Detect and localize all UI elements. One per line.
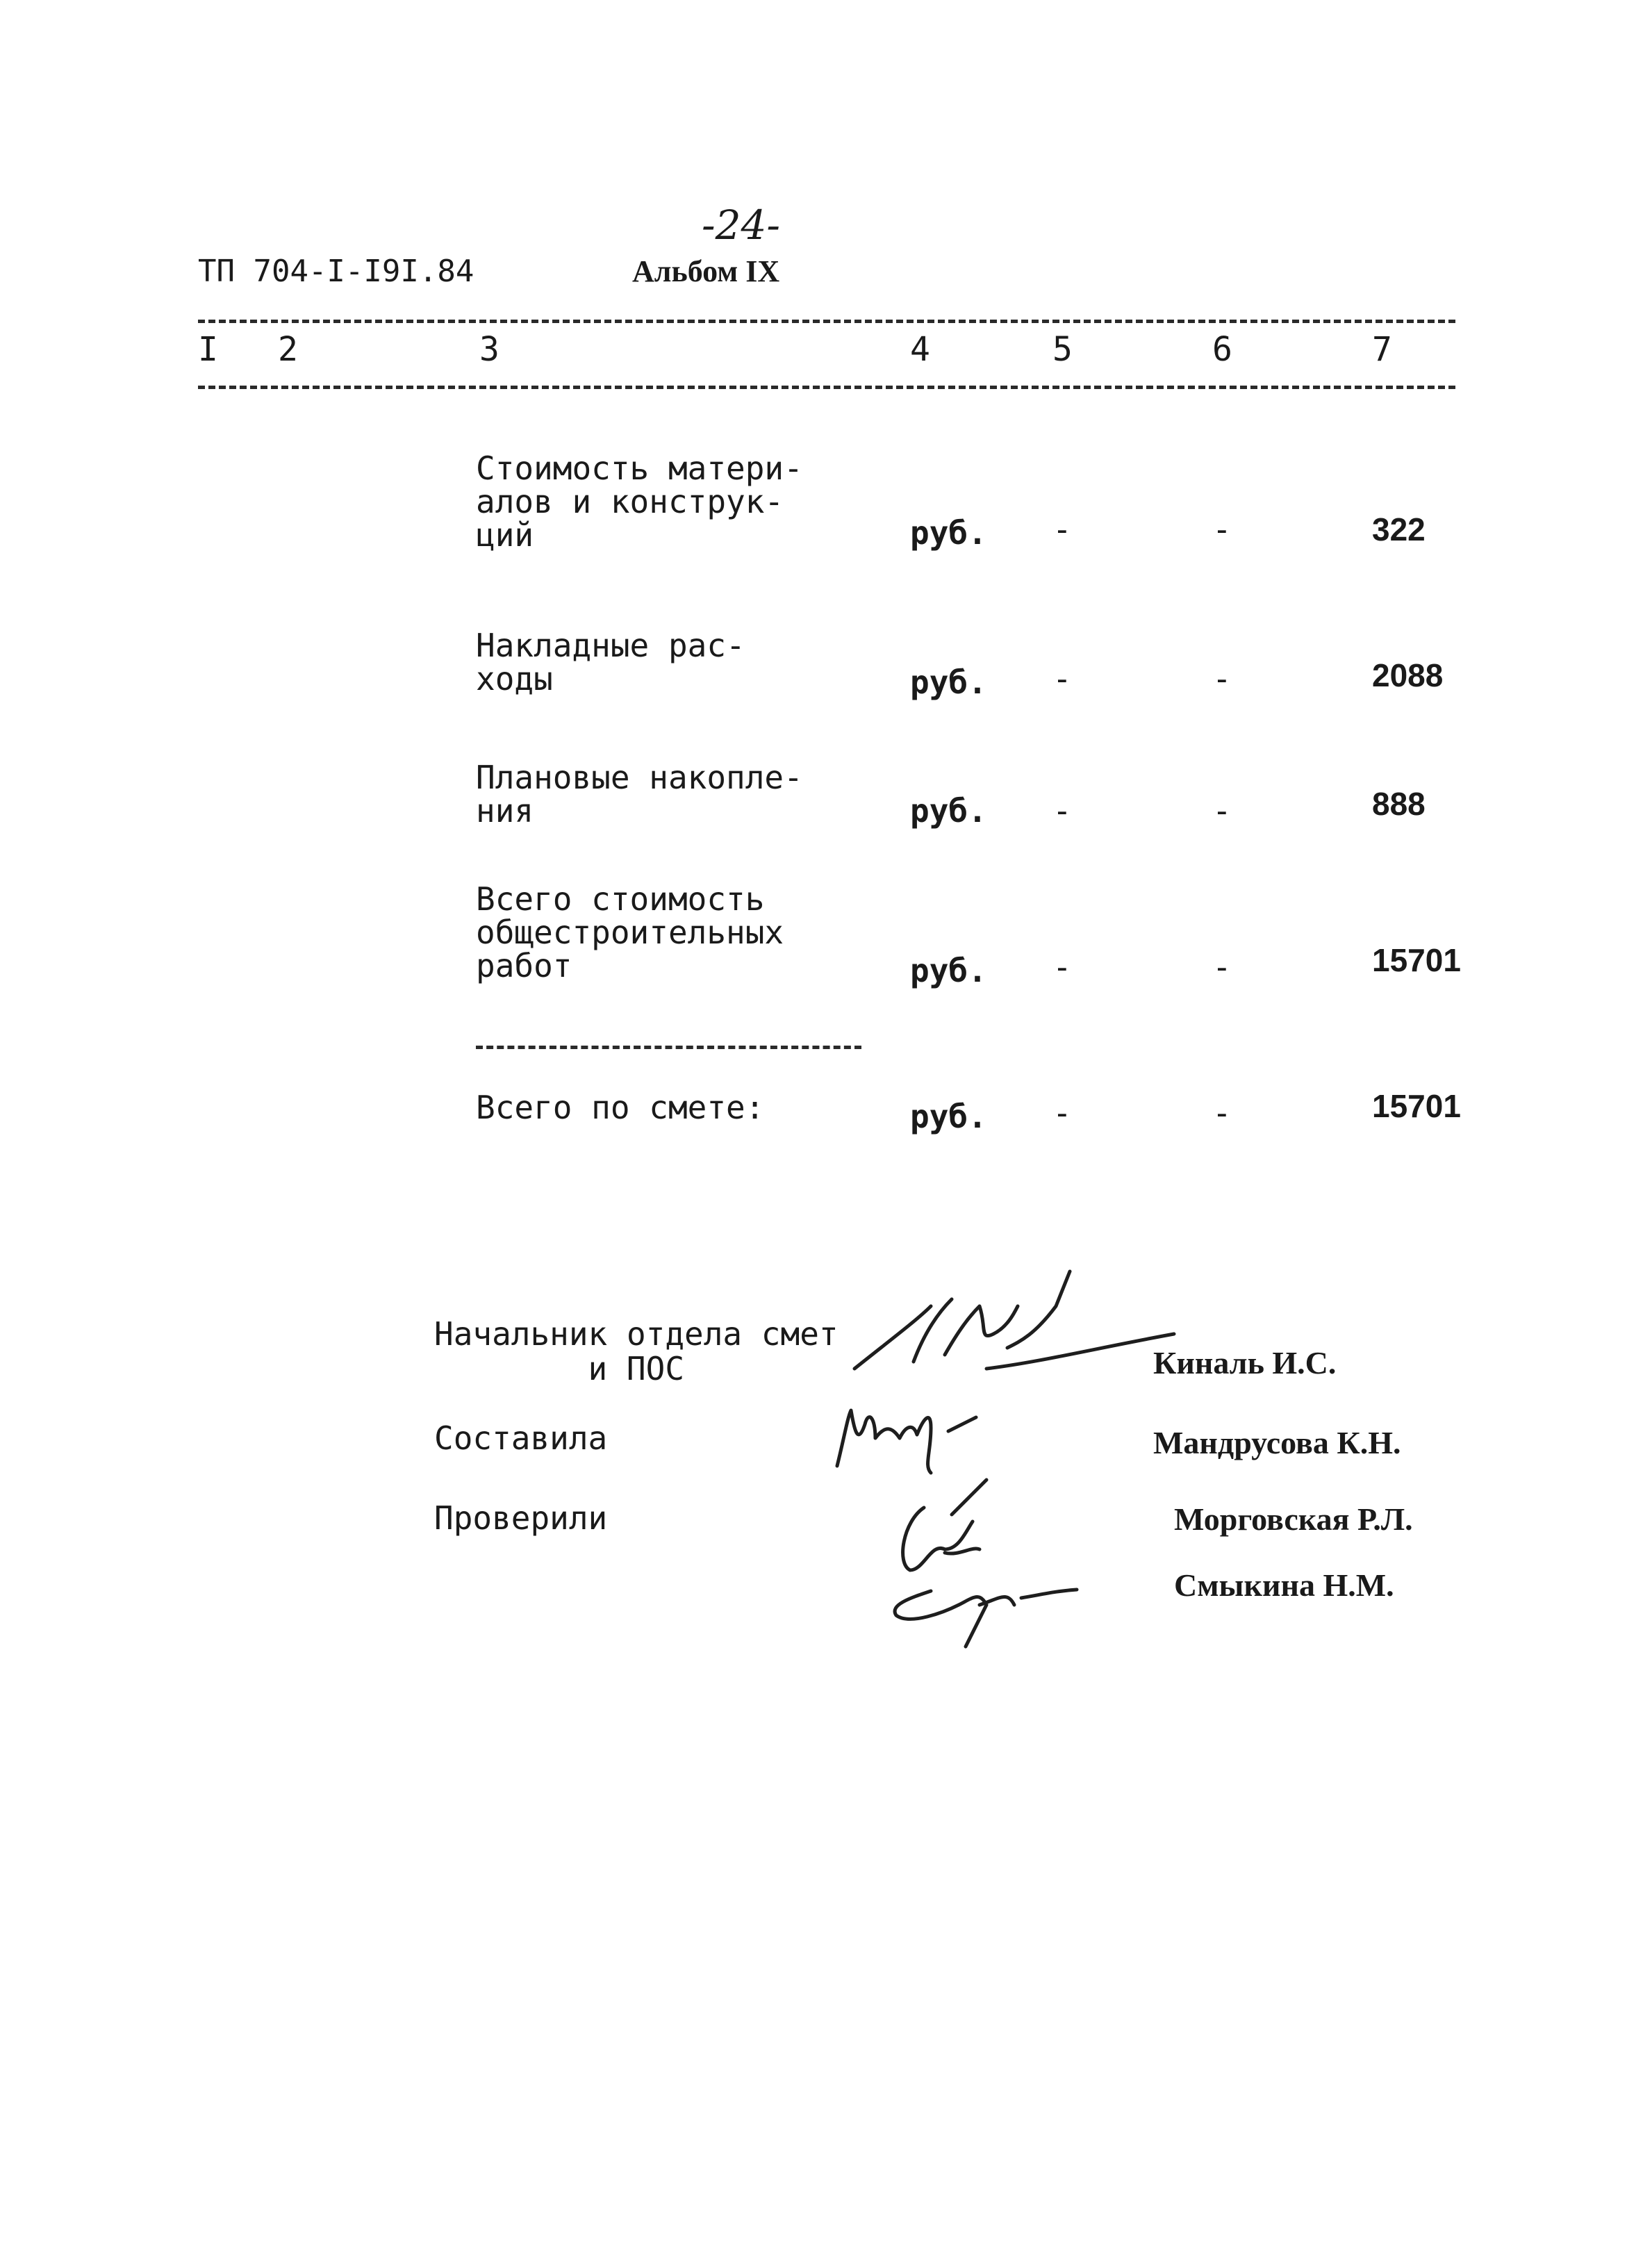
row-label: Плановые накопле- ния	[476, 759, 803, 830]
signature-name: Морговская Р.Л.	[1174, 1501, 1413, 1537]
column-number: 2	[278, 330, 298, 369]
row-unit: руб.	[910, 514, 987, 552]
total-col5: -	[1052, 1094, 1072, 1132]
header-top-rule	[198, 320, 1455, 323]
signature-name: Мандрусова К.Н.	[1153, 1425, 1401, 1460]
total-unit: руб.	[910, 1098, 987, 1135]
signature-name: Смыкина Н.М.	[1174, 1567, 1394, 1603]
row-col5: -	[1052, 792, 1072, 830]
row-unit: руб.	[910, 663, 987, 701]
row-value: 2088	[1372, 657, 1444, 693]
row-col6: -	[1212, 948, 1232, 986]
column-number: 4	[910, 330, 930, 369]
row-label: Всего стоимость общестроительных работ	[476, 880, 784, 984]
signature-name: Киналь И.С.	[1153, 1345, 1337, 1380]
handwritten-signature-icon	[848, 1264, 1181, 1396]
row-unit: руб.	[910, 952, 987, 989]
column-number: 7	[1372, 330, 1392, 369]
signature-role: Начальник отдела смет и ПОС	[434, 1315, 839, 1387]
total-value: 15701	[1372, 1088, 1461, 1124]
row-value: 322	[1372, 511, 1426, 547]
row-col5: -	[1052, 660, 1072, 698]
row-label: Стоимость матери- алов и конструк- ций	[476, 450, 803, 554]
row-label: Накладные рас- ходы	[476, 627, 745, 698]
total-col6: -	[1212, 1094, 1232, 1132]
column-number: 3	[479, 330, 499, 369]
album-label: Альбом IX	[632, 254, 780, 288]
header-bottom-rule	[198, 386, 1455, 389]
signature-role: Составила	[434, 1419, 608, 1457]
total-divider	[476, 1046, 861, 1049]
column-number: 6	[1212, 330, 1232, 369]
page-number: -24-	[702, 201, 780, 249]
column-number: I	[198, 330, 218, 369]
signature-role: Проверили	[434, 1499, 608, 1537]
row-col5: -	[1052, 511, 1072, 548]
total-label: Всего по смете:	[476, 1089, 765, 1126]
row-unit: руб.	[910, 792, 987, 830]
row-col6: -	[1212, 511, 1232, 548]
row-col6: -	[1212, 792, 1232, 830]
row-col6: -	[1212, 660, 1232, 698]
row-value: 888	[1372, 786, 1426, 822]
handwritten-signature-icon	[868, 1466, 1091, 1654]
column-number: 5	[1052, 330, 1073, 369]
row-value: 15701	[1372, 942, 1461, 978]
document-code: ТП 704-I-I9I.84	[198, 254, 474, 289]
row-col5: -	[1052, 948, 1072, 986]
